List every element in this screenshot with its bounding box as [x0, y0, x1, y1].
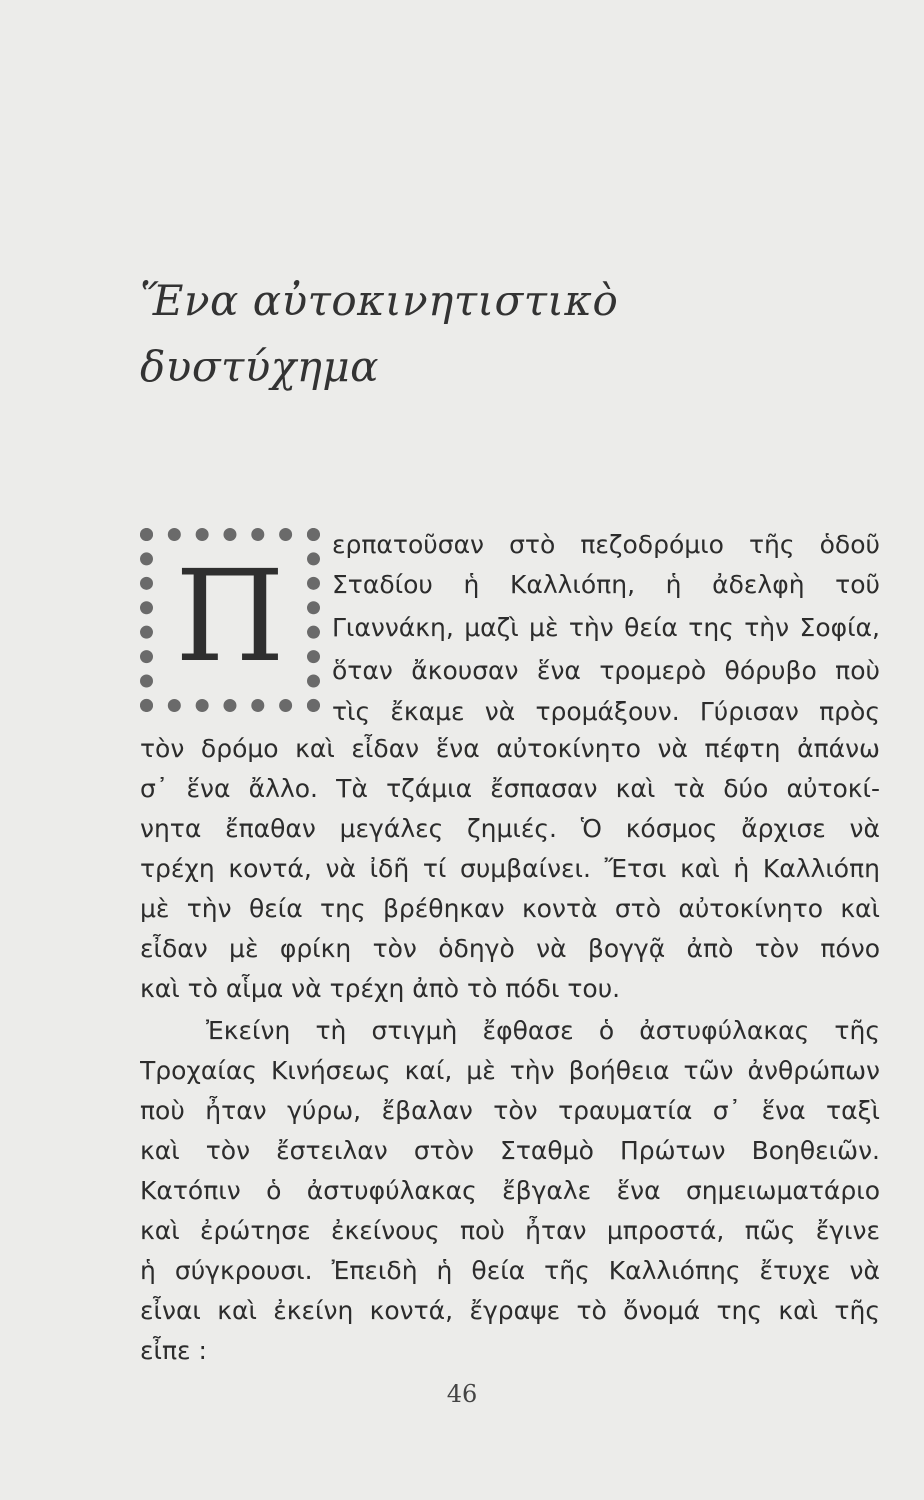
drop-cap-ornament	[140, 528, 320, 712]
text-line: καὶ ἐρώτησε ἐκείνους ποὺ ἦταν μπροστά, πῶς ἔγινε	[140, 1216, 880, 1245]
text-line: τὶς ἔκαμε νὰ τρομάξουν. Γύρισαν πρὸς	[332, 697, 880, 726]
text-line: ἡ σύγκρουσι. Ἐπειδὴ ἡ θεία τῆς Καλλιόπης ἔτυχε νὰ	[140, 1256, 880, 1285]
text-line: Κατόπιν ὁ ἀστυφύλακας ἔβγαλε ἕνα σημειωματάριο	[140, 1176, 880, 1205]
text-line: Γιαννάκη, μαζὶ μὲ τὴν θεία της τὴν Σοφία,	[332, 613, 880, 642]
text-line: εἶδαν μὲ φρίκη τὸν ὁδηγὸ νὰ βογγᾷ ἀπὸ τὸν πόνο	[140, 934, 880, 963]
text-line: νητα ἔπαθαν μεγάλες ζημιές. Ὁ κόσμος ἄρχισε νὰ	[140, 814, 880, 843]
text-line: ερπατοῦσαν στὸ πεζοδρόμιο τῆς ὁδοῦ	[332, 530, 880, 559]
text-line: τὸν δρόμο καὶ εἶδαν ἕνα αὐτοκίνητο νὰ πέφτη ἀπάνω	[140, 734, 880, 763]
text-line: καὶ τὸ αἷμα νὰ τρέχη ἀπὸ τὸ πόδι του.	[140, 974, 621, 1003]
text-line: Ἐκείνη τὴ στιγμὴ ἔφθασε ὁ ἀστυφύλακας τῆς	[206, 1016, 880, 1045]
text-line: σ᾽ ἕνα ἄλλο. Τὰ τζάμια ἔσπασαν καὶ τὰ δύο αὐτοκί-	[140, 774, 880, 803]
chapter-title-line-2: δυστύχημα	[140, 342, 380, 391]
text-line: μὲ τὴν θεία της βρέθηκαν κοντὰ στὸ αὐτοκίνητο καὶ	[140, 894, 880, 923]
chapter-title-line-1: Ἕνα αὐτοκινητιστικὸ	[140, 276, 619, 325]
text-line: Τροχαίας Κινήσεως καί, μὲ τὴν βοήθεια τῶν ἀνθρώπων	[140, 1056, 880, 1085]
text-line: ποὺ ἦταν γύρω, ἔβαλαν τὸν τραυματία σ᾽ ἕνα ταξὶ	[140, 1096, 880, 1125]
text-line: εἶπε :	[140, 1336, 207, 1365]
drop-cap-letter: Π	[175, 543, 285, 690]
text-line: ὅταν ἄκουσαν ἕνα τρομερὸ θόρυβο ποὺ	[332, 656, 880, 685]
text-line: τρέχη κοντά, νὰ ἰδῆ τί συμβαίνει. Ἔτσι καὶ ἡ Καλλιόπη	[140, 854, 880, 883]
text-line: εἶναι καὶ ἐκείνη κοντά, ἔγραψε τὸ ὄνομά της καὶ τῆς	[140, 1296, 880, 1325]
text-line: καὶ τὸν ἔστειλαν στὸν Σταθμὸ Πρώτων Βοηθειῶν.	[140, 1136, 880, 1165]
text-line: Σταδίου ἡ Καλλιόπη, ἡ ἀδελφὴ τοῦ	[332, 570, 880, 599]
chapter-title	[140, 268, 840, 400]
page-number: 46	[446, 1380, 478, 1408]
